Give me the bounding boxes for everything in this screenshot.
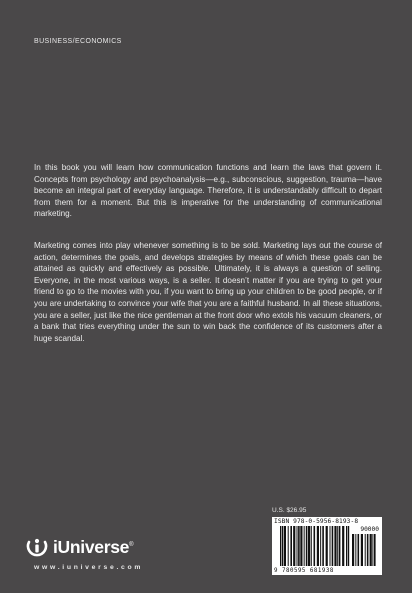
ean-digits: 9 780595 681938 [274, 568, 334, 574]
supplement-bars-icon [352, 534, 379, 566]
barcode-supplement-number: 90000 [360, 526, 379, 533]
price-label: U.S. $26.95 [272, 507, 307, 514]
category-label: BUSINESS/ECONOMICS [34, 38, 122, 45]
blurb-paragraph-2: Marketing comes into play whenever something is to be sold. Marketing lays out the course of action, determines the goals, and develops strategies by means of which these goals can be attained as quickly and effectively as possible. Ultimately, it is always a question of selling. Everyone, in the most various ways, is a seller. It doesn’t matter if you are trying to get your friend to go to the movies with you, if you want to bring up your children to be good people, or if you are undertaking to convince your wife that you are a faithful husband. In all these situations, you are a seller, just like the nice gentleman at the front door who extols his vacuum cleaners, or a bank that tries everything under the sun to win back the confidence of its customers after a huge scandal. [34, 241, 382, 343]
isbn-label: ISBN 978-0-5956-8193-8 [274, 518, 359, 525]
iuniverse-logo-icon [26, 537, 48, 559]
barcode-bars-icon [280, 526, 350, 566]
blurb-paragraph-1: In this book you will learn how communication functions and learn the laws that govern it. Concepts from psychology and psychoanalysis—e.g., subconscious, suggestion, trauma—have become an integral part of everyday language. Therefore, it is understandably difficult to depart from them for a moment. But this is imperative for the understanding of communicational marketing. [34, 163, 382, 219]
publisher-website: www.iuniverse.com [34, 564, 144, 571]
publisher-name: iUniverse® [53, 537, 134, 557]
isbn-barcode [272, 517, 382, 575]
